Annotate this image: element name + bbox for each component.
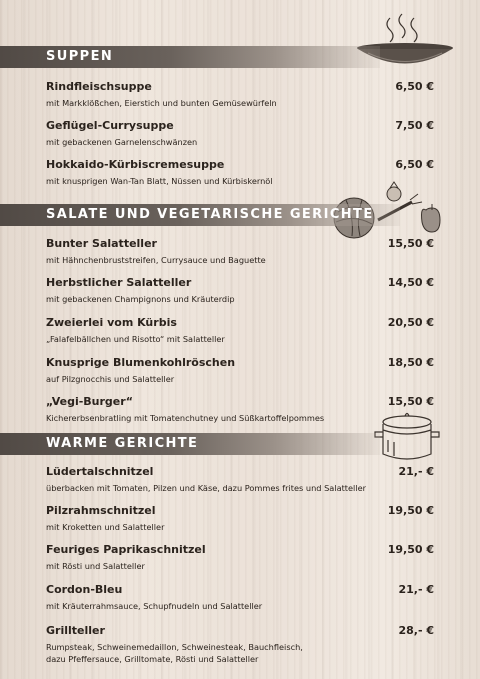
dish-description: mit knusprigen Wan-Tan Blatt, Nüssen und Kürbiskernöl bbox=[46, 176, 273, 186]
dish-price: 15,50 € bbox=[387, 395, 434, 408]
dish-description: mit gebackenen Garnelenschwänzen bbox=[46, 137, 198, 147]
dish-description bbox=[46, 641, 434, 665]
dish-price: 19,50 € bbox=[387, 504, 434, 517]
dish-description: „Falafelbällchen und Risotto“ mit Salatteller bbox=[46, 334, 225, 344]
menu-item bbox=[46, 316, 434, 345]
menu-item bbox=[46, 624, 434, 665]
dish-name: Knusprige Blumenkohlröschen bbox=[46, 356, 236, 369]
dish-price: 6,50 € bbox=[395, 158, 434, 171]
dish-description: Kichererbsenbratling mit Tomatenchutney und Süßkartoffelpommes bbox=[46, 413, 325, 423]
dish-price: 28,- € bbox=[398, 624, 434, 637]
dish-name: „Vegi-Burger“ bbox=[46, 395, 133, 408]
dish-name: Zweierlei vom Kürbis bbox=[46, 316, 177, 329]
dish-name: Bunter Salatteller bbox=[46, 237, 157, 250]
dish-name: Rindfleischsuppe bbox=[46, 80, 152, 93]
dish-description: mit Rösti und Salatteller bbox=[46, 561, 145, 571]
section-header-warme-gerichte: WARME GERICHTE bbox=[0, 433, 380, 455]
menu-item bbox=[46, 237, 434, 266]
dish-price: 14,50 € bbox=[387, 276, 434, 289]
menu-item bbox=[46, 80, 434, 109]
menu-item bbox=[46, 504, 434, 533]
dish-name: Lüdertalschnitzel bbox=[46, 465, 154, 478]
dish-description: auf Pilzgnocchis und Salatteller bbox=[46, 374, 175, 384]
dish-description-line: dazu Pfeffersauce, Grilltomate, Rösti und Salatteller bbox=[46, 654, 259, 664]
dish-name: Herbstlicher Salatteller bbox=[46, 276, 192, 289]
dish-price: 6,50 € bbox=[395, 80, 434, 93]
menu-item bbox=[46, 395, 434, 424]
dish-price: 20,50 € bbox=[387, 316, 434, 329]
dish-price: 21,- € bbox=[398, 465, 434, 478]
menu-item bbox=[46, 583, 434, 612]
dish-description: überbacken mit Tomaten, Pilzen und Käse, dazu Pommes frites und Salatteller bbox=[46, 483, 367, 493]
dish-price: 15,50 € bbox=[387, 237, 434, 250]
dish-price: 19,50 € bbox=[387, 543, 434, 556]
dish-price: 21,- € bbox=[398, 583, 434, 596]
section-header-suppen: SUPPEN bbox=[0, 46, 380, 68]
dish-description: mit Kräuterrahmsauce, Schupfnudeln und Salatteller bbox=[46, 601, 263, 611]
dish-description: mit Markklößchen, Eierstich und bunten Gemüsewürfeln bbox=[46, 98, 277, 108]
dish-description: mit gebackenen Champignons und Kräuterdip bbox=[46, 294, 235, 304]
dish-price: 7,50 € bbox=[395, 119, 434, 132]
dish-name: Cordon-Bleu bbox=[46, 583, 123, 596]
menu-item bbox=[46, 356, 434, 385]
dish-description-line: Rumpsteak, Schweinemedaillon, Schweinesteak, Bauchfleisch, bbox=[46, 642, 303, 652]
dish-description: mit Kroketten und Salatteller bbox=[46, 522, 165, 532]
dish-price: 18,50 € bbox=[387, 356, 434, 369]
menu-item bbox=[46, 465, 434, 494]
dish-name: Hokkaido-Kürbiscremesuppe bbox=[46, 158, 225, 171]
section-header-salate: SALATE UND VEGETARISCHE GERICHTE bbox=[0, 204, 400, 226]
dish-name: Feuriges Paprikaschnitzel bbox=[46, 543, 206, 556]
menu-item bbox=[46, 543, 434, 572]
menu-item bbox=[46, 119, 434, 148]
menu-item bbox=[46, 158, 434, 187]
dish-name: Grillteller bbox=[46, 624, 105, 637]
dish-name: Pilzrahmschnitzel bbox=[46, 504, 156, 517]
dish-name: Geflügel-Currysuppe bbox=[46, 119, 174, 132]
menu-item bbox=[46, 276, 434, 305]
dish-description: mit Hähnchenbruststreifen, Currysauce und Baguette bbox=[46, 255, 266, 265]
